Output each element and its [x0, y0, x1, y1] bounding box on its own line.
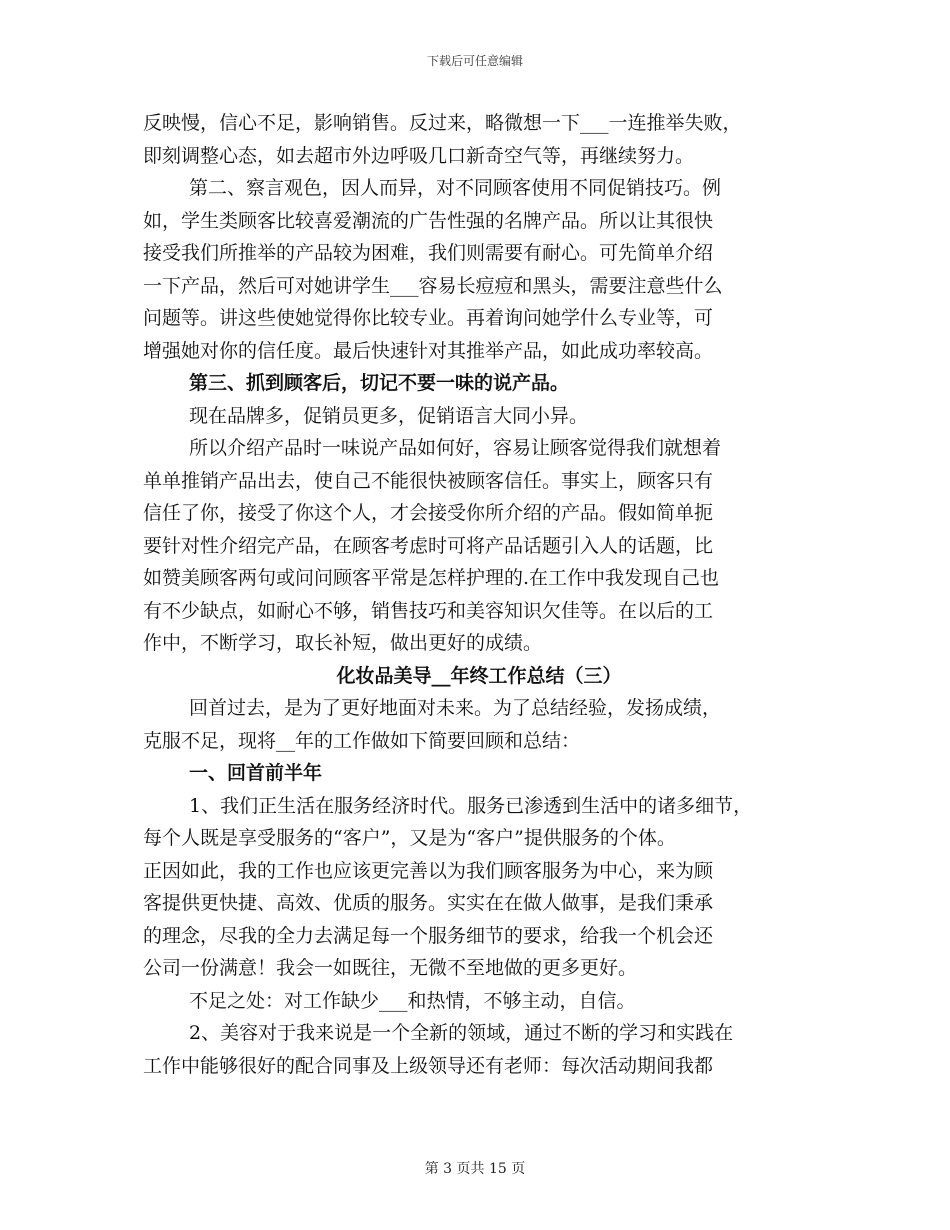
- paragraph-line: 现在品牌多，促销员更多，促销语言大同小异。: [189, 404, 589, 427]
- paragraph-line: 要针对性介绍完产品，在顾客考虑时可将产品话题引入人的话题，比: [143, 534, 714, 557]
- paragraph-line: 不足之处：对工作缺少___和热情，不够主动，自信。: [189, 989, 636, 1012]
- paragraph-line: 信任了你，接受了你这个人，才会接受你所介绍的产品。假如简单扼: [143, 502, 714, 524]
- page-header: 下载后可任意编辑: [426, 54, 523, 68]
- paragraph-line: 接受我们所推举的产品较为困难，我们则需要有耐心。可先简单介绍: [143, 242, 714, 264]
- paragraph-line: 一下产品，然后可对她讲学生___容易长痘痘和黑头，需要注意些什么: [143, 274, 723, 297]
- section-heading-line: 第三、抓到顾客后，切记不要一味的说产品。: [189, 372, 570, 394]
- paragraph-line: 如，学生类顾客比较喜爱潮流的广告性强的名牌产品。所以让其很快: [143, 209, 714, 232]
- paragraph-line: 即刻调整心态，如去超市外边呼吸几口新奇空气等，再继续努力。: [143, 144, 695, 167]
- paragraph-line: 克服不足，现将__年的工作做如下简要回顾和总结：: [143, 729, 581, 752]
- paragraph-line: 单单推销产品出去，使自己不能很快被顾客信任。事实上，顾客只有: [143, 469, 714, 492]
- page-footer: 第 3 页共 15 页: [424, 1161, 526, 1177]
- paragraph-line: 增强她对你的信任度。最后快速针对其推举产品，如此成功率较高。: [143, 339, 714, 362]
- paragraph-line: 2、美容对于我来说是一个全新的领域，通过不断的学习和实践在: [189, 1022, 734, 1044]
- paragraph-line: 每个人既是享受服务的“客户”，又是为“客户”提供服务的个体。: [143, 827, 676, 849]
- paragraph-line: 正因如此，我的工作也应该更完善以为我们顾客服务为中心，来为顾: [143, 859, 714, 882]
- paragraph-line: 客提供更快捷、高效、优质的服务。实实在在做人做事，是我们秉承: [143, 892, 714, 914]
- paragraph-line: 反映慢，信心不足，影响销售。反过来，略微想一下___一连推举失败，: [143, 112, 742, 134]
- paragraph-line: 作中，不断学习，取长补短，做出更好的成绩。: [143, 632, 543, 654]
- paragraph-line: 工作中能够很好的配合同事及上级领导还有老师：每次活动期间我都: [143, 1054, 714, 1077]
- paragraph-line: 回首过去，是为了更好地面对未来。为了总结经验，发扬成绩，: [189, 697, 722, 719]
- paragraph-line: 第二、察言观色，因人而异，对不同顾客使用不同促销技巧。例: [189, 177, 722, 199]
- paragraph-line: 有不少缺点，如耐心不够，销售技巧和美容知识欠佳等。在以后的工: [143, 599, 714, 622]
- paragraph-line: 1、我们正生活在服务经济时代。服务已渗透到生活中的诸多细节，: [189, 794, 753, 817]
- paragraph-line: 所以介绍产品时一味说产品如何好，容易让顾客觉得我们就想着: [189, 437, 722, 459]
- paragraph-line: 公司一份满意！我会一如既往，无微不至地做的更多更好。: [143, 957, 638, 979]
- document-body: [143, 107, 815, 1082]
- section-title: 化妆品美导__年终工作总结（三）: [336, 664, 622, 687]
- paragraph-line: 如赞美顾客两句或问问顾客平常是怎样护理的.在工作中我发现自己也: [143, 567, 720, 589]
- paragraph-line: 的理念，尽我的全力去满足每一个服务细节的要求，给我一个机会还: [143, 924, 714, 947]
- section-heading-line: 一、回首前半年: [189, 762, 323, 784]
- paragraph-line: 问题等。讲这些使她觉得你比较专业。再着询问她学什么专业等，可: [143, 307, 714, 329]
